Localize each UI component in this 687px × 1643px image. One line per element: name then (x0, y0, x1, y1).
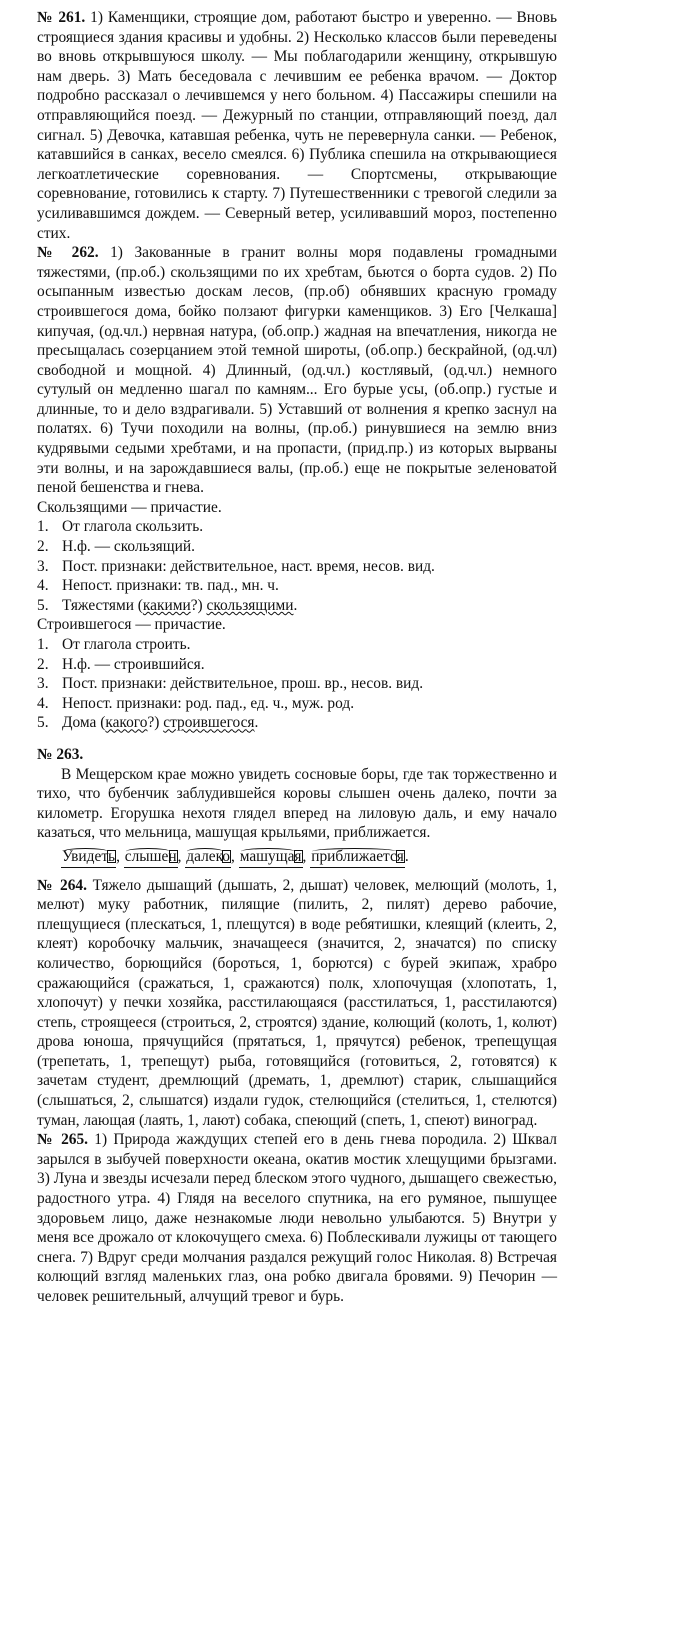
analysis-item: 5. Тяжестями (какими?) скользящими. (37, 596, 298, 614)
exercise-263-text: В Мещерском крае можно увидеть сосновые боры, где так торжественно и тихо, что бубенчик заблудившейся коровы слышен очень далеко, почти за километр. Егорушка нехотя глядел вперед на лиловую даль, и ему начало казаться, что мельница, машущая крыльями, приближается. (37, 765, 557, 842)
analysis-item: 5. Дома (какого?) строившегося. (37, 714, 259, 732)
analysis-item: 2. Н.ф. — строившийся. (37, 655, 205, 673)
exercise-265 (37, 1130, 557, 1306)
exercise-262 (37, 243, 557, 498)
exercise-text: 1) Каменщики, строящие дом, работают быстро и уверенно. — Вновь строящиеся здания красивы и удобны. 2) Несколько классов были переведены во вновь открывшуюся школу. — Мы поблагодарили женщину, открывшую нам дверь. 3) Мать беседовала с лечившим ее ребенка врачом. — Доктор подробно рассказал о лечившемся у него больном. 4) Пассажиры спешили на отправляющийся поезд. — Дежурный по станции, отправляющий поезд, дал сигнал. 5) Девочка, катавшая ребенка, чуть не перевернула санки. — Ребенок, катавшийся в санках, весело смеялся. 6) Публика спешила на открывающиеся легкоатлетические соревнования. — Спортсмены, открывающие соревнование, готовились к старту. 7) Путешественники с тревогой следили за усиливавшимся дождем. — Северный ветер, усиливавший мороз, постепенно стих. (37, 9, 557, 242)
exercise-text: Тяжело дышащий (дышать, 2, дышат) человек, мелющий (молоть, 1, мелют) муку работник, пилящие (пилить, 2, пилят) дерево рабочие, плещущиеся (плескаться, 1, плещутся) в воде ребятишки, клеящий (клеить, 2, клеят) коробочку мальчик, значащееся (значится, 2, значатся) по списку количество, борющийся (бороться, 1, борются) с бурей экипаж, храбро сражающийся (сражаться, 1, сражаются) полк, хлопочущая (хлопотать, 1, хлопочут) у печки хозяйка, расстилающаяся (расстилаться, 1, расстилаются) степь, строящееся (строиться, 2, строятся) здание, колющий (колоть, 1, колют) дрова юноша, прячущийся (прятаться, 1, прячутся) ребенок, трепещущая (трепетать, 1, трепещут) рыба, готовящийся (готовиться, 2, готовятся) к зачетам студент, дремлющий (дремать, 1, дремлют) старик, слышащийся (слышаться, 2, слышатся) издали гудок, стелющийся (стелиться, 1, стелются) туман, лающая (лаять, 1, лают) собака, спеющий (спеть, 1, спеют) виноград. (37, 876, 557, 1129)
parsed-word: далеко (185, 847, 231, 868)
analysis-item: 2. Н.ф. — скользящий. (37, 538, 195, 556)
parsed-word: приближается (310, 847, 405, 868)
analysis-heading: Скользящими — причастие. (37, 498, 222, 516)
parsed-word: машущая (239, 847, 303, 868)
question-word: какого (105, 714, 148, 732)
analysis-item: 1. От глагола строить. (37, 636, 191, 653)
exercise-261 (37, 8, 557, 243)
exercise-263-number: № 263. (37, 745, 84, 763)
exercise-number: № 262. (37, 244, 99, 262)
analysis-item: 1. От глагола скользить. (37, 518, 204, 536)
exercise-number: № 264. (37, 876, 87, 894)
word-parse-row: Увидеть, слышен, далеко, машущая, приближается. (61, 847, 557, 868)
parsed-word: Увидеть (61, 847, 116, 868)
exercise-text: 1) Природа жаждущих степей его в день гнева породила. 2) Шквал зарылся в зыбучей поверхности океана, окатив мостик хлещущими брызгами. 3) Луна и звезды исчезали перед блеском этого чудного, дышащего свежестью, радостного утра. 4) Глядя на веселого спутника, на его румяное, пышущее здоровьем лицо, даже незнакомые люди невольно улыбаются. 5) Внутри у меня все дрожало от клокочущего смеха. 6) Поблескивали лужицы от тающего снега. 7) Вдруг среди молчания раздался режущий голос Николая. 8) Встречая колющий взгляд маленьких глаз, она робко двигала бровями. 9) Печорин — человек решительный, алчущий тревог и бурь. (37, 1131, 557, 1305)
underlined-participle: скользящими (206, 596, 294, 614)
analysis-heading: Строившегося — причастие. (37, 616, 226, 634)
analysis-item: 3. Пост. признаки: действительное, наст. время, несов. вид. (37, 557, 435, 575)
analysis-item: 3. Пост. признаки: действительное, прош. вр., несов. вид. (37, 675, 424, 693)
exercise-264 (37, 876, 557, 1131)
underlined-participle: строившегося (163, 714, 255, 732)
analysis-item: 4. Непост. признаки: род. пад., ед. ч., муж. род. (37, 694, 355, 712)
exercise-number: № 261. (37, 9, 86, 26)
exercise-text: 1) Закованные в гранит волны моря подавлены громадными тяжестями, (пр.об.) скользящими по их хребтам, бьются о борта судов. 2) По осыпанным известью доскам лесов, (пр.об) обнявших красную громаду строившегося дома, бойко ползают фигурки каменщиков. 3) Его [Челкаша] кипучая, (од.чл.) нервная натура, (об.опр.) жадная на впечатления, никогда не пресыщалась созерцанием этой темной широты, (об.опр.) бескрайной, (од.чл) свободной и мощной. 4) Длинный, (од.чл.) костлявый, (од.чл.) немного сутулый он медленно шагал по камням... Его бурые усы, (об.опр.) густые и длинные, то и дело вздрагивали. 5) Уставший от волнения я крепко заснул на полатях. 6) Тучи походили на волны, (пр.об.) ринувшиеся на землю вниз кудрявыми седыми хребтами, и на пропасти, (прид.пр.) из которых вырваны эти волны, и на зарождавшиеся валы, (пр.об.) еще не покрытые зеленоватой пеной бешенства и гнева. (37, 244, 557, 497)
question-word: какими (142, 596, 191, 614)
parsed-word: слышен (124, 847, 178, 868)
analysis-item: 4. Непост. признаки: тв. пад., мн. ч. (37, 577, 279, 595)
exercise-number: № 265. (37, 1131, 89, 1149)
document-page (37, 8, 557, 1307)
